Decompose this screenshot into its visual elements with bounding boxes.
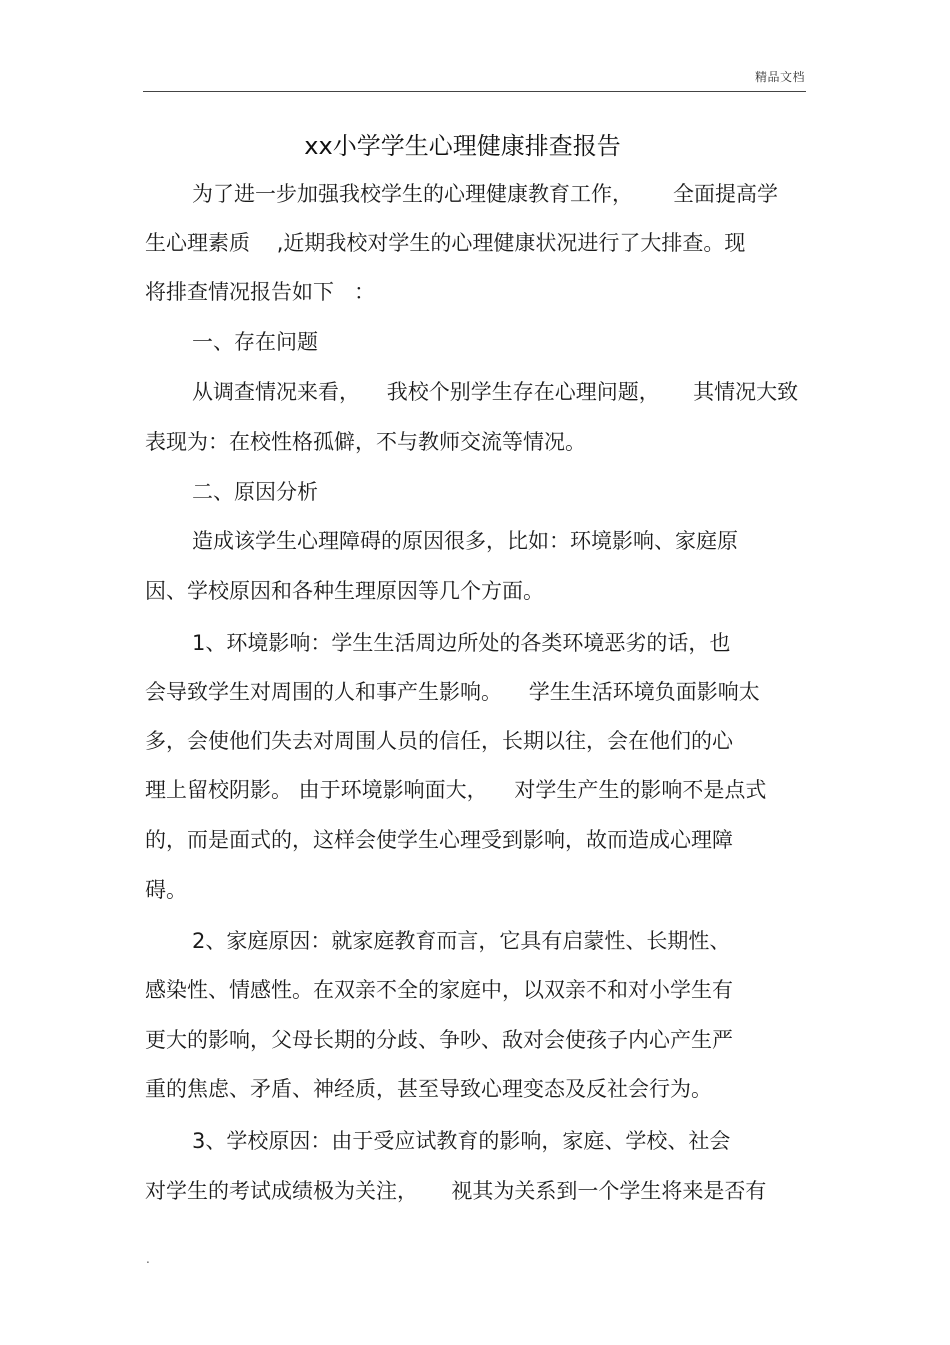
body-line: 重的焦虑、矛盾、神经质，甚至导致心理变态及反社会行为。 bbox=[145, 1077, 712, 1101]
body-line: 碍。 bbox=[145, 878, 187, 902]
body-line: 将排查情况报告如下 ： bbox=[145, 280, 376, 304]
footer-mark: . bbox=[146, 1252, 150, 1266]
section-heading: 二、原因分析 bbox=[192, 480, 318, 504]
body-line: 生心理素质 ,近期我校对学生的心理健康状况进行了大排查。现 bbox=[145, 231, 746, 255]
body-line: 表现为：在校性格孤僻，不与教师交流等情况。 bbox=[145, 430, 586, 454]
body-line: 3、学校原因：由于受应试教育的影响，家庭、学校、社会 bbox=[192, 1129, 731, 1153]
body-line: 为了进一步加强我校学生的心理健康教育工作， 全面提高学 bbox=[192, 182, 779, 206]
body-line: 会导致学生对周围的人和事产生影响。 学生生活环境负面影响太 bbox=[145, 680, 760, 704]
body-line: 1、环境影响：学生生活周边所处的各类环境恶劣的话，也 bbox=[192, 631, 731, 655]
body-line: 从调查情况来看， 我校个别学生存在心理问题， 其情况大致 bbox=[192, 380, 799, 404]
body-line: 的，而是面式的，这样会使学生心理受到影响，故而造成心理障 bbox=[145, 828, 733, 852]
body-line: 2、家庭原因：就家庭教育而言，它具有启蒙性、长期性、 bbox=[192, 929, 731, 953]
section-heading: 一、存在问题 bbox=[192, 330, 318, 354]
document-title: xx小学学生心理健康排查报告 bbox=[304, 132, 621, 160]
header-label: 精品文档 bbox=[754, 70, 805, 84]
body-line: 多，会使他们失去对周围人员的信任，长期以往，会在他们的心 bbox=[145, 729, 733, 753]
body-line: 更大的影响，父母长期的分歧、争吵、敌对会使孩子内心产生严 bbox=[145, 1028, 733, 1052]
body-line: 感染性、情感性。在双亲不全的家庭中，以双亲不和对小学生有 bbox=[145, 978, 733, 1002]
body-line: 理上留校阴影。 由于环境影响面大， 对学生产生的影响不是点式 bbox=[145, 778, 767, 802]
body-line: 因、学校原因和各种生理原因等几个方面。 bbox=[145, 579, 544, 603]
header-divider bbox=[143, 91, 806, 92]
body-line: 对学生的考试成绩极为关注， 视其为关系到一个学生将来是否有 bbox=[145, 1179, 767, 1203]
body-line: 造成该学生心理障碍的原因很多，比如：环境影响、家庭原 bbox=[192, 529, 738, 553]
